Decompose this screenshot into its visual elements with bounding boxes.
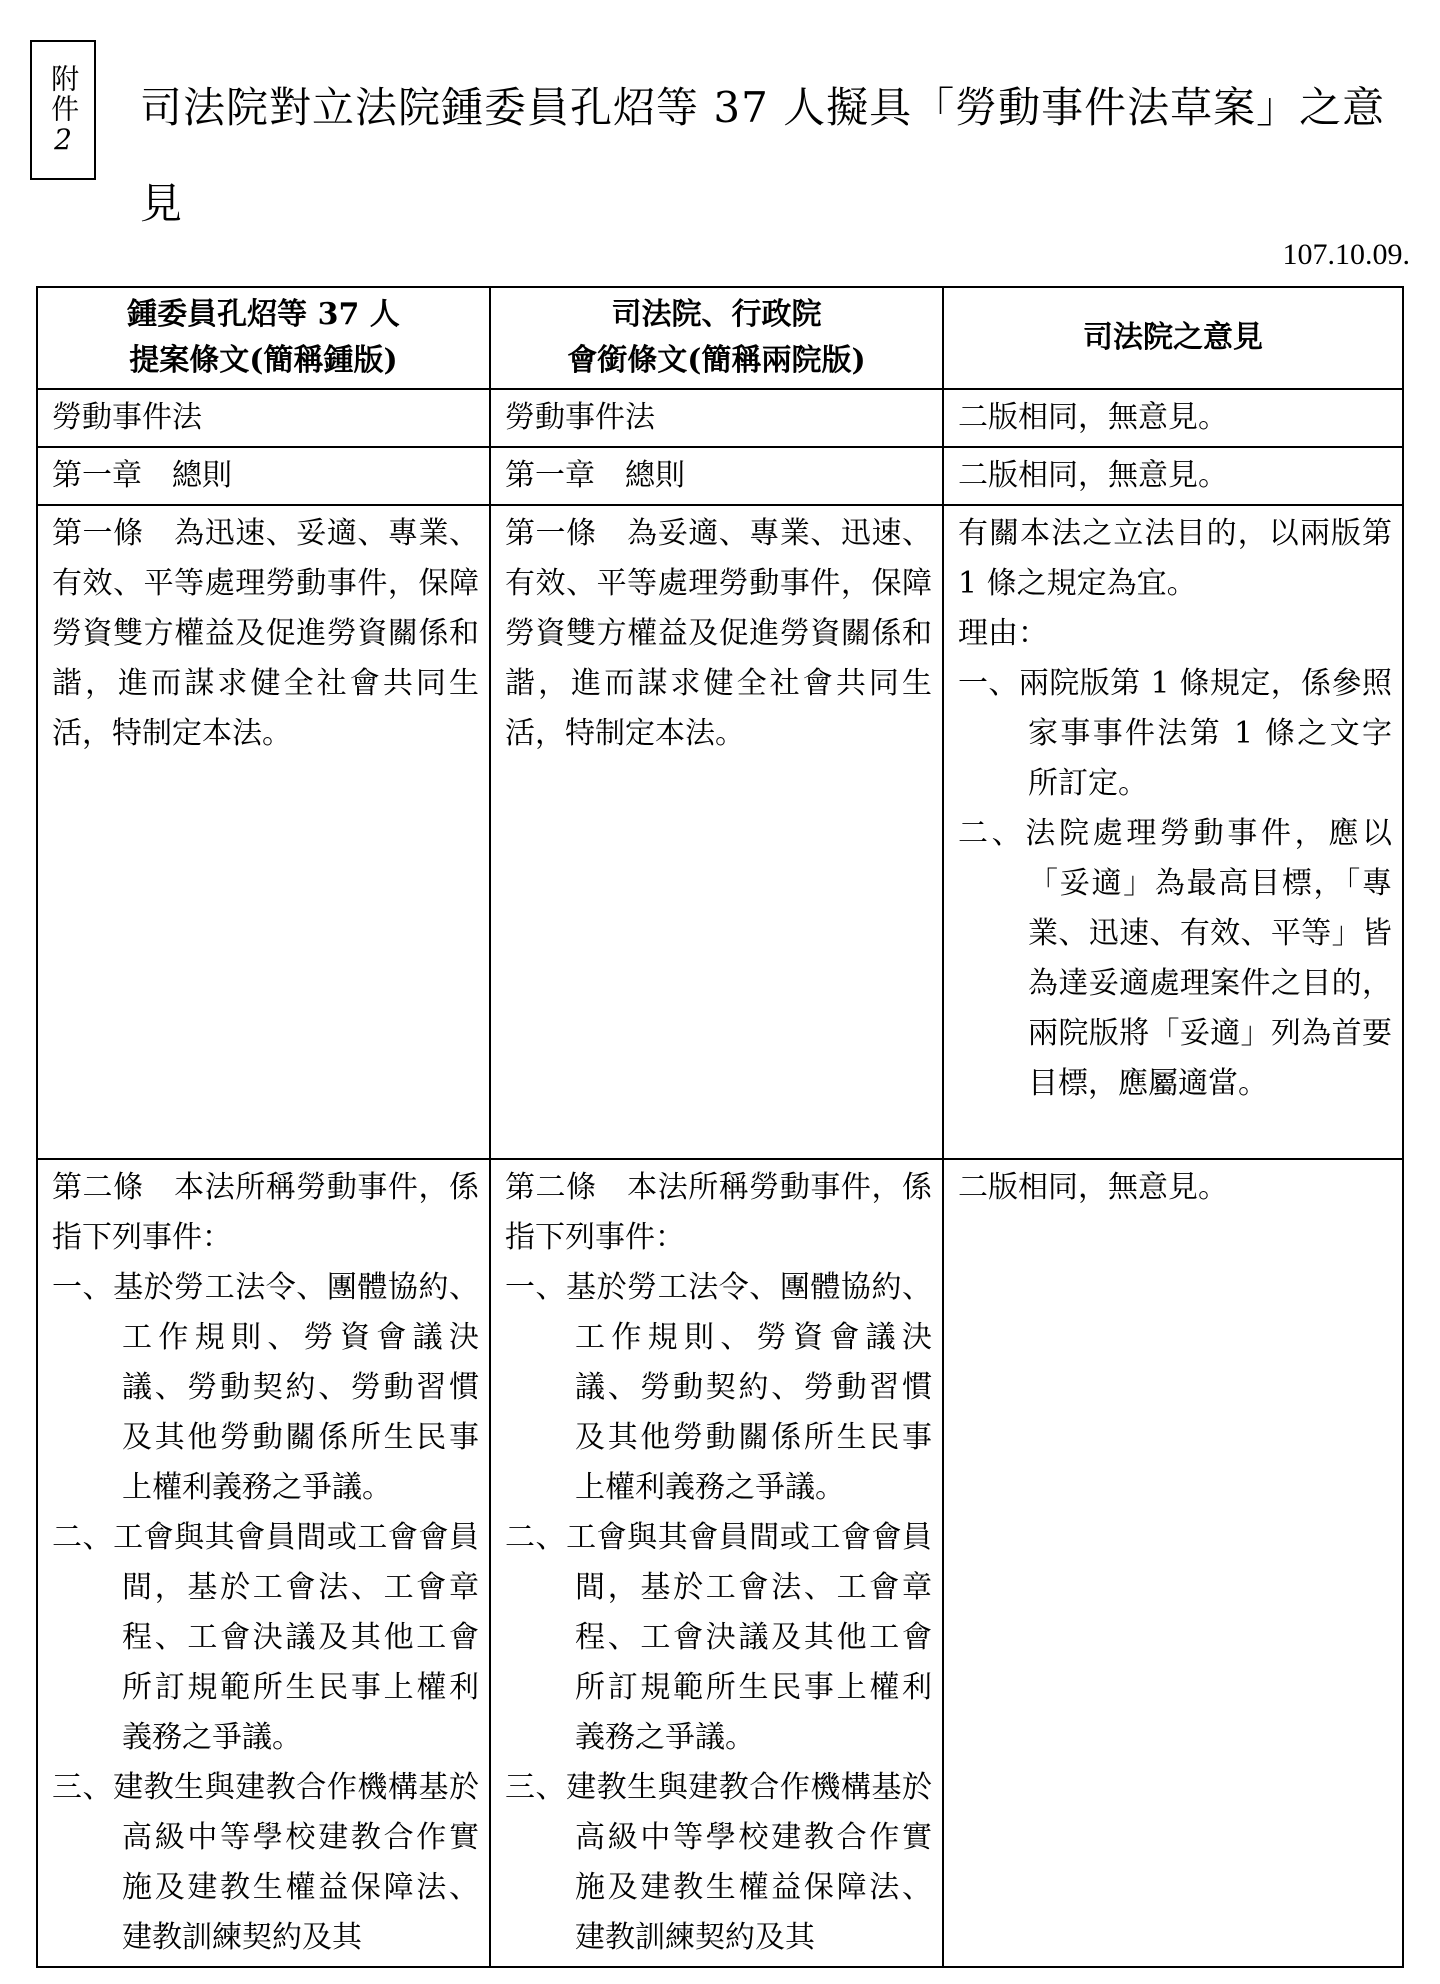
row1-zhong: 勞動事件法 [37, 389, 490, 447]
table-row [37, 447, 1403, 505]
row4-opinion: 二版相同，無意見。 [943, 1159, 1403, 1967]
row1-two-courts: 勞動事件法 [490, 389, 943, 447]
row4-two-courts [490, 1159, 943, 1967]
comparison-table [36, 286, 1404, 1968]
article2-zhong-item-1: 一、基於勞工法令、團體協約、工作規則、勞資會議決議、勞動契約、勞動習慣及其他勞動關係所生民事上權利義務之爭議。 [52, 1270, 479, 1505]
article2-two-courts-item-2: 二、工會與其會員間或工會會員間，基於工會法、工會章程、工會決議及其他工會所訂規範所生民事上權利義務之爭議。 [505, 1520, 932, 1755]
attachment-label-box [30, 40, 96, 180]
header-two-courts-version: 司法院、行政院 會銜條文(簡稱兩院版) [490, 287, 943, 389]
table-row [37, 505, 1403, 1159]
opinion-intro: 有關本法之立法目的，以兩版第 1 條之規定為宜。 [958, 516, 1392, 601]
row3-zhong [37, 505, 490, 1159]
opinion-reason-item-1: 一、兩院版第 1 條規定，係參照家事事件法第 1 條之文字所訂定。 [958, 666, 1392, 801]
row3-opinion [943, 505, 1403, 1159]
document-date: 107.10.09. [1282, 238, 1410, 271]
row4-zhong [37, 1159, 490, 1967]
article2-two-courts-intro: 第二條 本法所稱勞動事件，係指下列事件： [505, 1170, 932, 1255]
article2-two-courts-item-1: 一、基於勞工法令、團體協約、工作規則、勞資會議決議、勞動契約、勞動習慣及其他勞動關係所生民事上權利義務之爭議。 [505, 1270, 932, 1505]
row2-opinion: 二版相同，無意見。 [943, 447, 1403, 505]
article1-zhong-text: 第一條 為迅速、妥適、專業、有效、平等處理勞動事件，保障勞資雙方權益及促進勞資關係和諧，進而謀求健全社會共同生活，特制定本法。 [52, 516, 479, 751]
table-row [37, 1159, 1403, 1967]
opinion-reason-label: 理由： [958, 616, 1048, 651]
article2-zhong-item-2: 二、工會與其會員間或工會會員間，基於工會法、工會章程、工會決議及其他工會所訂規範所生民事上權利義務之爭議。 [52, 1520, 479, 1755]
attachment-number: 2 [54, 122, 72, 156]
row1-opinion: 二版相同，無意見。 [943, 389, 1403, 447]
attachment-label-chars: 附件 [47, 63, 81, 124]
article1-two-courts-text: 第一條 為妥適、專業、迅速、有效、平等處理勞動事件，保障勞資雙方權益及促進勞資關係和諧，進而謀求健全社會共同生活，特制定本法。 [505, 516, 932, 751]
opinion-reason-item-2: 二、法院處理勞動事件，應以「妥適」為最高目標，「專業、迅速、有效、平等」皆為達妥適處理案件之目的，兩院版將「妥適」列為首要目標，應屬適當。 [958, 816, 1392, 1101]
table-header-row [37, 287, 1403, 389]
row2-two-courts: 第一章 總則 [490, 447, 943, 505]
header-judicial-opinion: 司法院之意見 [943, 287, 1403, 389]
row3-two-courts [490, 505, 943, 1159]
document-title: 司法院對立法院鍾委員孔炤等 37 人擬具「勞動事件法草案」之意見 [140, 83, 1386, 228]
row2-zhong: 第一章 總則 [37, 447, 490, 505]
article2-two-courts-item-3: 三、建教生與建教合作機構基於高級中等學校建教合作實施及建教生權益保障法、建教訓練契約及其 [505, 1770, 932, 1955]
article2-zhong-intro: 第二條 本法所稱勞動事件，係指下列事件： [52, 1170, 479, 1255]
header-zhong-version: 鍾委員孔炤等 37 人 提案條文(簡稱鍾版) [37, 287, 490, 389]
article2-zhong-item-3: 三、建教生與建教合作機構基於高級中等學校建教合作實施及建教生權益保障法、建教訓練契約及其 [52, 1770, 479, 1955]
table-row [37, 389, 1403, 447]
